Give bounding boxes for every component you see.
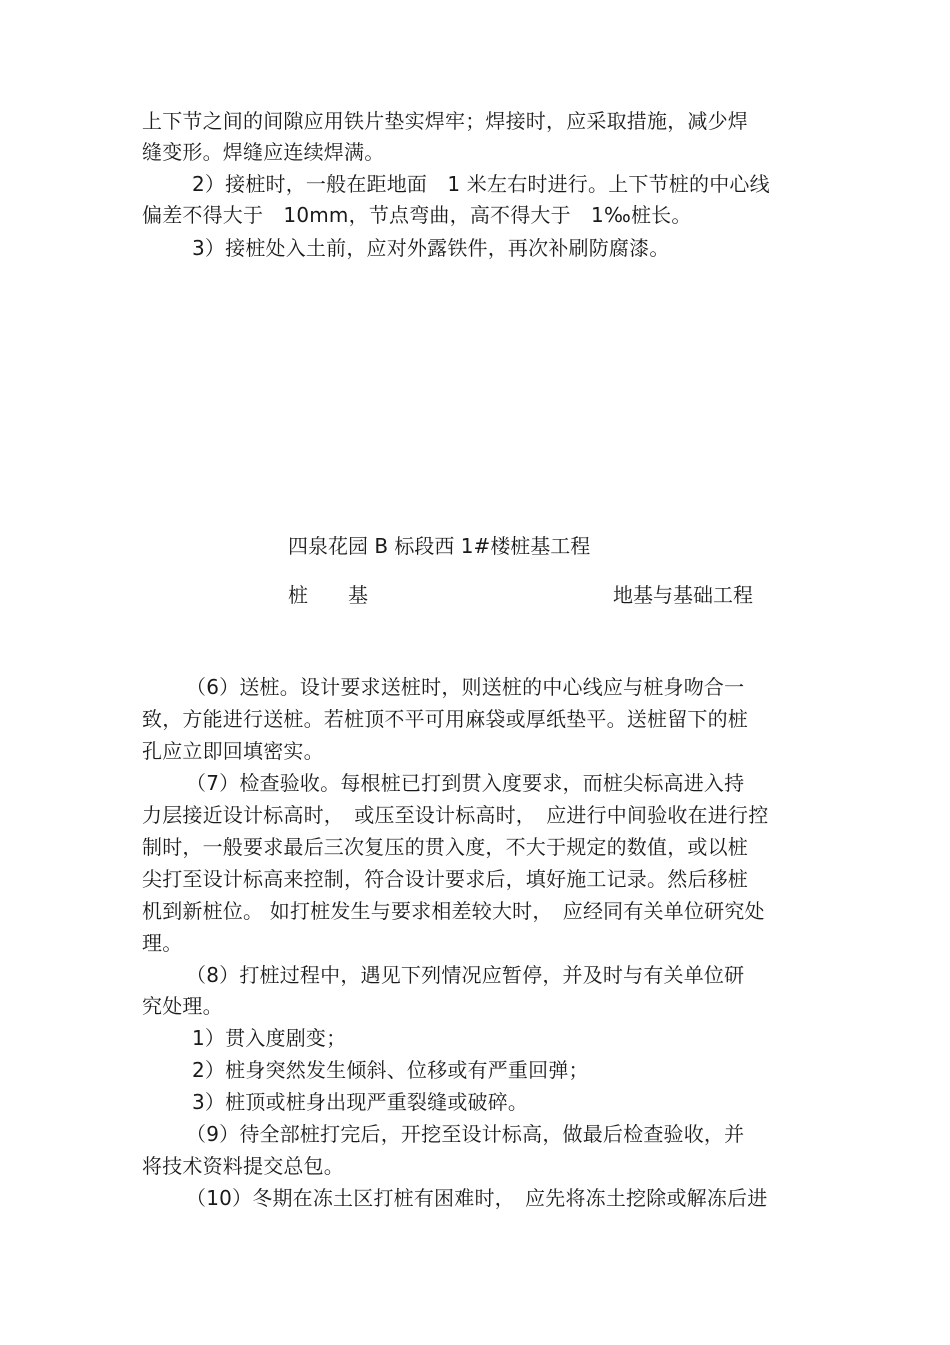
paragraph-line: 理。 bbox=[142, 931, 183, 955]
paragraph-line: 2）接桩时，一般在距地面 1 米左右时进行。上下节桩的中心线 bbox=[192, 172, 770, 196]
paragraph-line: 究处理。 bbox=[142, 994, 223, 1018]
paragraph-line: 机到新桩位。 如打桩发生与要求相差较大时， 应经同有关单位研究处 bbox=[142, 899, 765, 923]
paragraph-line: 上下节之间的间隙应用铁片垫实焊牢；焊接时，应采取措施，减少焊 bbox=[142, 109, 748, 133]
paragraph-line: 力层接近设计标高时， 或压至设计标高时， 应进行中间验收在进行控 bbox=[142, 803, 769, 827]
division-label: 地基与基础工程 bbox=[613, 583, 753, 607]
paragraph-line: （10）冬期在冻土区打桩有困难时， 应先将冻土挖除或解冻后进 bbox=[186, 1186, 768, 1210]
paragraph-line: 偏差不得大于 10mm，节点弯曲，高不得大于 1‰桩长。 bbox=[142, 203, 692, 227]
paragraph-line: 孔应立即回填密实。 bbox=[142, 739, 324, 763]
category-label: 桩 基 bbox=[288, 583, 368, 607]
paragraph-line: 尖打至设计标高来控制，符合设计要求后，填好施工记录。然后移桩 bbox=[142, 867, 748, 891]
list-item: 1）贯入度剧变； bbox=[192, 1026, 347, 1050]
paragraph-line: 将技术资料提交总包。 bbox=[142, 1154, 344, 1178]
paragraph-line: 制时，一般要求最后三次复压的贯入度，不大于规定的数值，或以桩 bbox=[142, 835, 748, 859]
paragraph-line: （6）送桩。设计要求送桩时，则送桩的中心线应与桩身吻合一 bbox=[186, 675, 745, 699]
paragraph-line: （9）待全部桩打完后，开挖至设计标高，做最后检查验收，并 bbox=[186, 1122, 745, 1146]
paragraph-line: 缝变形。焊缝应连续焊满。 bbox=[142, 140, 385, 164]
paragraph-line: （7）检查验收。每根桩已打到贯入度要求，而桩尖标高进入持 bbox=[186, 771, 745, 795]
paragraph-line: （8）打桩过程中，遇见下列情况应暂停，并及时与有关单位研 bbox=[186, 963, 745, 987]
list-item: 2）桩身突然发生倾斜、位移或有严重回弹； bbox=[192, 1058, 589, 1082]
project-title: 四泉花园 B 标段西 1#楼桩基工程 bbox=[288, 534, 591, 558]
list-item: 3）桩顶或桩身出现严重裂缝或破碎。 bbox=[192, 1090, 529, 1114]
paragraph-line: 致，方能进行送桩。若桩顶不平可用麻袋或厚纸垫平。送桩留下的桩 bbox=[142, 707, 748, 731]
paragraph-line: 3）接桩处入土前，应对外露铁件，再次补刷防腐漆。 bbox=[192, 236, 670, 260]
